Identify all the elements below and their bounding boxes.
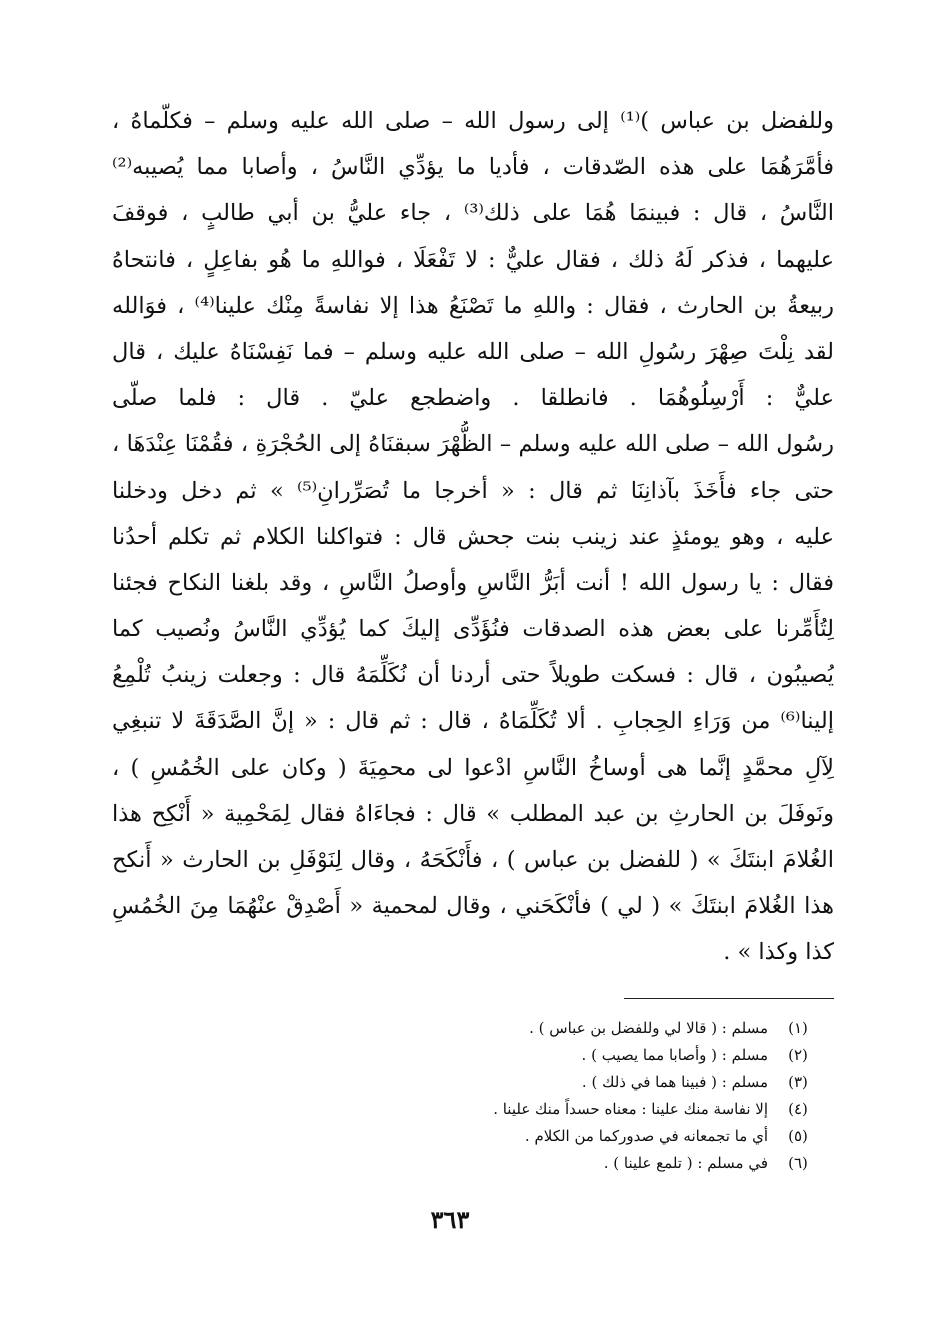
footnotes-block <box>300 1015 822 1177</box>
footnote-text: مسلم : ( وأصابا مما يصيب ) . <box>581 1046 768 1064</box>
footnote-item <box>300 1096 822 1123</box>
footnote-number: (٤) <box>788 1100 808 1118</box>
text-line: كذا وكذا » . <box>723 939 834 966</box>
main-text-block <box>112 98 834 976</box>
text-line: لِتُأَمِّرنا على بعض هذه الصدقات فنُؤَدِّى إليكَ كما يُؤدِّي النَّاسُ ونُصيب كما <box>112 616 834 643</box>
text-line: وللفضل بن عباس )⁽¹⁾ إلى رسول الله – صلى الله عليه وسلم – فكلّماهُ ، <box>112 108 834 134</box>
text-line: ربيعةُ بن الحارث ، فقال : واللهِ ما تَصْنَعُ هذا إلا نفاسةً مِنْك علينا⁽⁴⁾ ، فوَالله <box>112 292 834 319</box>
text-line: لقد نِلْتَ صِهْرَ رسُولِ الله – صلى الله عليه وسلم – فما نَفِسْنَاهُ عليك ، قال <box>112 338 834 365</box>
text-line: فأمَّرَهُمَا على هذه الصّدقات ، فأديا ما يؤدِّي النَّاسُ ، وأصابا مما يُصيبه⁽²⁾ <box>112 154 834 181</box>
text-line: ونَوفَلَ بن الحارثِ بن عبد المطلب » قال : فجاءَاهُ فقال لِمَحْمِية « أَنْكِح هذا <box>112 800 834 827</box>
footnote-item <box>300 1069 822 1096</box>
text-line: عليٌّ : أَرْسِلُوهُمَا . فانطلقا . واضطجع عليّ . قال : فلما صلّى <box>112 385 834 412</box>
text-line: لِآلِ محمَّدٍ إنَّما هى أوساخُ النَّاسِ ادْعوا لى محمِيَةَ ( وكان على الخُمُسِ ) ، <box>112 754 834 781</box>
page-number: ٣٦٣ <box>430 1205 470 1234</box>
footnote-text: مسلم : ( فبينا هما في ذلك ) . <box>581 1073 768 1091</box>
text-line: النَّاسُ ، قال : فبينمَا هُمَا على ذلك⁽³⁾ ، جاء عليُّ بن أبي طالبٍ ، فوقفَ <box>112 200 834 227</box>
text-line: فقال : يا رسول الله ! أنت أبَرُّ النَّاسِ وأوصلُ النَّاسِ ، وقد بلغنا النكاح فجئنا <box>112 569 834 596</box>
footnote-number: (١) <box>788 1019 808 1037</box>
text-line: إلينا⁽⁶⁾ من وَرَاءِ الحِجابِ . ألا تُكَلِّمَاهُ ، قال : ثم قال : « إنَّ الصَّدَقَةَ لا تنبغِي <box>112 708 834 735</box>
text-line: عليه ، وهو يومئذٍ عند زينب بنت جحش قال : فتواكلنا الكلام ثم تكلم أحدُنا <box>112 523 834 550</box>
text-line: رسُول الله – صلى الله عليه وسلم – الظُّهْرَ سبقنَاهُ إلى الحُجْرَةِ ، فقُمْنَا عِنْدَهَا ، <box>112 431 834 458</box>
footnote-item <box>300 1015 822 1042</box>
footnote-number: (٦) <box>788 1154 808 1172</box>
footnote-item <box>300 1123 822 1150</box>
text-line: حتى جاء فأَخَذَ بآذانِنَا ثم قال : « أخرجا ما تُصَرِّرانِ⁽⁵⁾ » ثم دخل ودخلنا <box>112 477 834 504</box>
footnote-item <box>300 1150 822 1177</box>
footnote-text: أي ما تجمعانه في صدوركما من الكلام . <box>524 1127 768 1145</box>
text-line: عليهما ، فذكر لَهُ ذلك ، فقال عليٌّ : لا تَفْعَلَا ، فواللهِ ما هُو بفاعِلٍ ، فانتحاهُ <box>112 246 834 273</box>
footnote-text: إلا نفاسة منك علينا : معناه حسداً منك علينا . <box>493 1100 768 1118</box>
footnote-text: في مسلم : ( تلمع علينا ) . <box>603 1154 768 1172</box>
footnote-number: (٢) <box>788 1046 808 1064</box>
text-line: هذا الغُلامَ ابنتَكَ » ( لي ) فأنْكَحَني ، وقال لمحمية « أَصْدِقْ عنْهُمَا مِنَ الخُمُسِ <box>112 893 834 920</box>
footnote-item <box>300 1042 822 1069</box>
text-line: يُصيبُون ، قال : فسكت طويلاً حتى أردنا أن نُكَلِّمَهُ قال : وجعلت زينبُ تُلْمِعُ <box>112 662 834 689</box>
footnote-number: (٥) <box>788 1127 808 1145</box>
footnote-number: (٣) <box>788 1073 808 1091</box>
footnote-text: مسلم : ( قالا لي وللفضل بن عباس ) . <box>529 1019 768 1037</box>
footnote-separator <box>624 998 834 999</box>
text-line: الغُلامَ ابنتَكَ » ( للفضل بن عباس ) ، فأَنْكَحَهُ ، وقال لِنَوْفَلِ بن الحارث « أَنكح <box>112 847 834 873</box>
